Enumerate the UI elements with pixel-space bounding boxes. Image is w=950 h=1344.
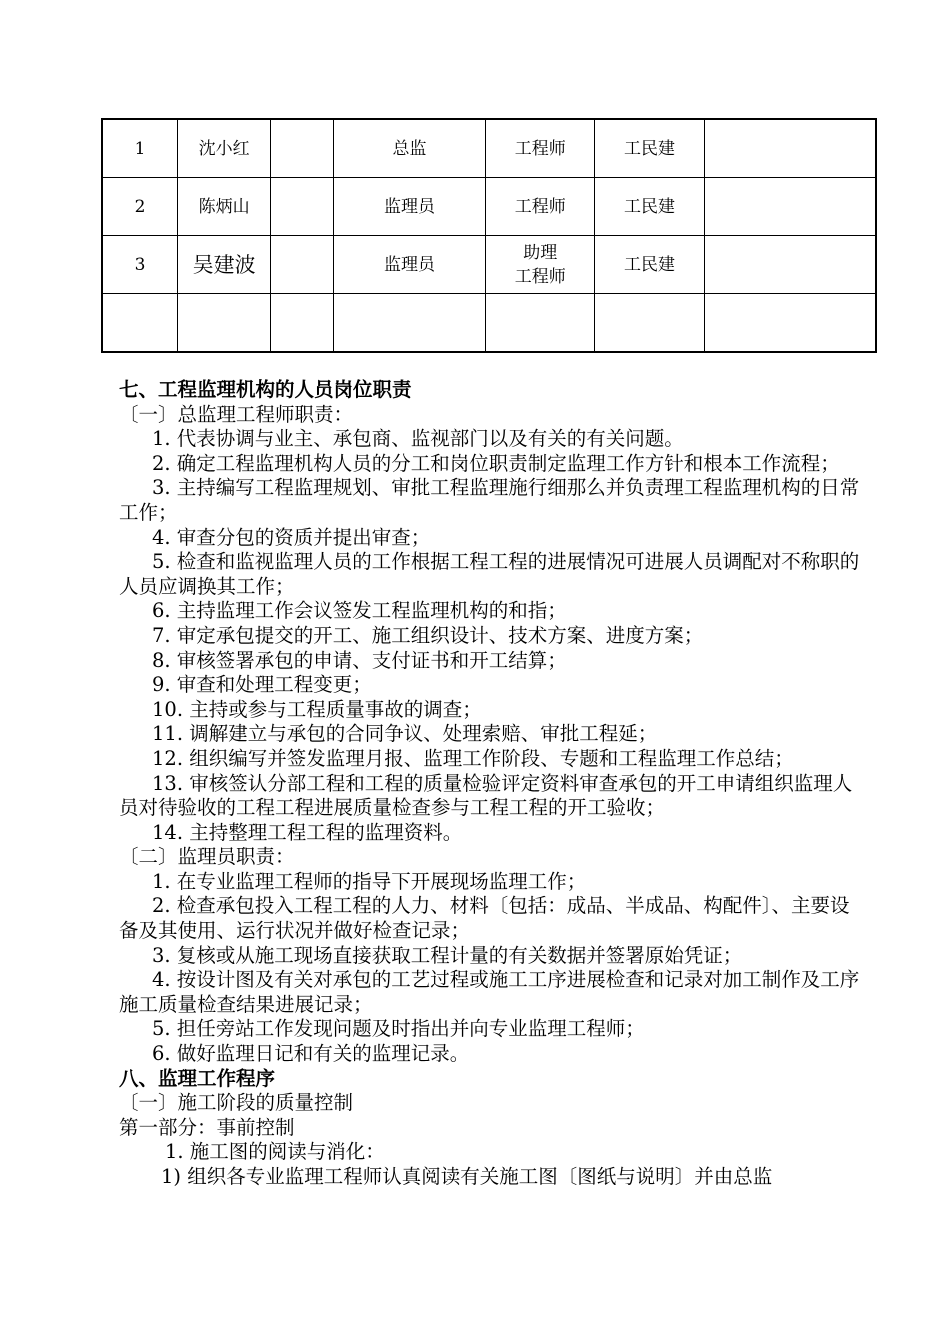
staff-major bbox=[595, 294, 704, 353]
staff-table bbox=[101, 118, 877, 353]
list-item: 1. 施工图的阅读与消化： bbox=[165, 1140, 385, 1164]
empty-cell bbox=[704, 178, 876, 236]
list-item: 5. 检查和监视监理人员的工作根据工程工程的进展情况可进展人员调配对不称职的人员应调换其工作； bbox=[119, 550, 860, 598]
list-item: 3. 主持编写工程监理规划、审批工程监理施行细那么并负责理工程监理机构的日常工作； bbox=[119, 476, 860, 524]
list-item: 2. 检查承包投入工程工程的人力、材料〔包括：成品、半成品、构配件〕、主要设备及其使用、运行状况并做好检查记录； bbox=[119, 894, 850, 943]
section-heading: 七、工程监理机构的人员岗位职责 bbox=[119, 378, 412, 401]
staff-position: 总监 bbox=[333, 119, 485, 178]
staff-name: 陈炳山 bbox=[178, 178, 271, 236]
list-item: 9. 审查和处理工程变更； bbox=[152, 673, 372, 697]
list-item: 5. 担任旁站工作发现问题及时指出并向专业监理工程师； bbox=[152, 1017, 645, 1041]
row-number: 2 bbox=[102, 178, 178, 236]
list-item: 11. 调解建立与承包的合同争议、处理索赔、审批工程延； bbox=[152, 722, 658, 746]
subsection-heading: 〔一〕总监理工程师职责： bbox=[119, 402, 354, 426]
document-body bbox=[119, 378, 864, 1190]
staff-position: 监理员 bbox=[333, 236, 485, 294]
list-item: 13. 审核签认分部工程和工程的质量检验评定资料审查承包的开工申请组织监理人员对待验收的工程工程进展质量检查参与工程工程的开工验收； bbox=[119, 771, 853, 820]
staff-title-line1: 助理 bbox=[523, 242, 558, 263]
list-item: 14. 主持整理工程工程的监理资料。 bbox=[152, 820, 463, 844]
list-item: 12. 组织编写并签发监理月报、监理工作阶段、专题和工程监理工作总结； bbox=[152, 746, 794, 770]
empty-cell bbox=[704, 294, 876, 353]
empty-cell bbox=[704, 119, 876, 178]
list-item: 6. 主持监理工作会议签发工程监理机构的和指； bbox=[152, 599, 567, 623]
empty-cell bbox=[271, 178, 334, 236]
staff-name: 沈小红 bbox=[178, 119, 271, 178]
list-item: 8. 审核签署承包的申请、支付证书和开工结算； bbox=[152, 648, 567, 672]
empty-cell bbox=[271, 119, 334, 178]
list-item: 4. 按设计图及有关对承包的工艺过程或施工工序进展检查和记录对加工制作及工序施工质量检查结果进展记录； bbox=[119, 968, 860, 1016]
staff-position: 监理员 bbox=[333, 178, 485, 236]
staff-title: 工程师 bbox=[486, 119, 595, 178]
list-item: 2. 确定工程监理机构人员的分工和岗位职责制定监理工作方针和根本工作流程； bbox=[152, 451, 840, 475]
list-item: 3. 复核或从施工现场直接获取工程计量的有关数据并签署原始凭证； bbox=[152, 943, 743, 967]
row-number: 3 bbox=[102, 236, 178, 294]
table-row bbox=[102, 294, 876, 353]
row-number bbox=[102, 294, 178, 353]
staff-major: 工民建 bbox=[595, 178, 704, 236]
subsection-heading: 〔一〕施工阶段的质量控制 bbox=[119, 1091, 354, 1115]
table-row bbox=[102, 236, 876, 294]
list-item: 4. 审查分包的资质并提出审查； bbox=[152, 525, 431, 549]
empty-cell bbox=[271, 294, 334, 353]
list-item: 7. 审定承包提交的开工、施工组织设计、技术方案、进度方案； bbox=[152, 623, 704, 647]
staff-position bbox=[333, 294, 485, 353]
section-heading: 八、监理工作程序 bbox=[119, 1066, 276, 1090]
empty-cell bbox=[271, 236, 334, 294]
staff-major: 工民建 bbox=[595, 236, 704, 294]
staff-name: 吴建波 bbox=[178, 236, 271, 294]
list-item: 10. 主持或参与工程质量事故的调查； bbox=[152, 697, 482, 721]
part-heading: 第一部分：事前控制 bbox=[119, 1115, 295, 1139]
row-number: 1 bbox=[102, 119, 178, 178]
staff-title: 工程师 bbox=[486, 178, 595, 236]
empty-cell bbox=[704, 236, 876, 294]
staff-title bbox=[486, 294, 595, 353]
staff-major: 工民建 bbox=[595, 119, 704, 178]
staff-title-line2: 工程师 bbox=[514, 266, 566, 287]
staff-name bbox=[178, 294, 271, 353]
list-item: 1) 组织各专业监理工程师认真阅读有关施工图〔图纸与说明〕并由总监 bbox=[161, 1165, 773, 1188]
table-row bbox=[102, 119, 876, 178]
list-item: 1. 代表协调与业主、承包商、监视部门以及有关的有关问题。 bbox=[152, 427, 684, 451]
staff-title bbox=[486, 236, 595, 294]
subsection-heading: 〔二〕监理员职责： bbox=[119, 845, 295, 869]
table-row bbox=[102, 178, 876, 236]
list-item: 6. 做好监理日记和有关的监理记录。 bbox=[152, 1042, 470, 1066]
list-item: 1. 在专业监理工程师的指导下开展现场监理工作； bbox=[152, 869, 587, 893]
